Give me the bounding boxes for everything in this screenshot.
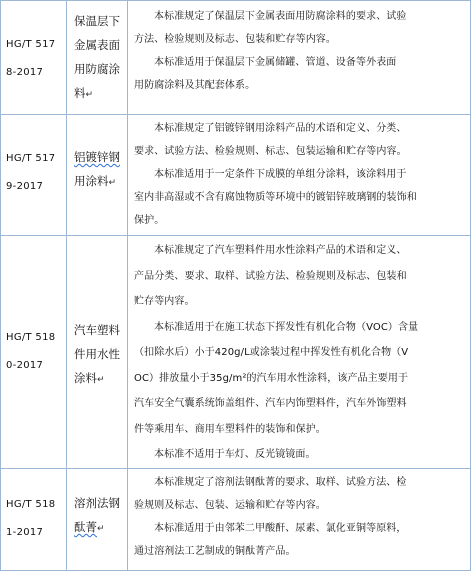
standard-code: HG/T 517 8-2017 [6,39,56,78]
table-row [0,0,471,115]
standard-description: 本标准规定了溶剂法钢酞菁的要求、取样、试验方法、检 验规则及标志、包装、运输和贮存等内容。 本标准适用于由邻苯二甲酸酐、尿素、氯化亚铜等原料， 通过溶剂法工艺制成的铜酞菁产品。 [134,477,407,557]
standard-code: HG/T 518 1-2017 [6,499,56,538]
standard-name: 溶剂法钢 酞菁↵ [74,496,120,534]
table-row [0,114,471,236]
standard-name: 保温层下 金属表面 用防腐涂 料↵ [74,14,120,100]
standard-code: HG/T 518 0-2017 [6,332,56,371]
table-row [0,235,471,469]
standard-description: 本标准规定了铝镀锌钢用涂料产品的术语和定义、分类、 要求、试验方法、检验规则、标志、包装运输和贮存等内容。 本标准适用于一定条件下成膜的单组分涂料，该涂料用于 室内非高湿或不含有腐蚀物质等环境中的镀铝锌玻璃钢的装饰和 保护。 [134,123,417,226]
standard-description: 本标准规定了保温层下金属表面用防腐涂料的要求、试验 方法、检验规则及标志、包装和贮存等内容。 本标准适用于保温层下金属储罐、管道、设备等外表面 用防腐涂料及其配套体系。 [134,11,407,91]
standard-code: HG/T 517 9-2017 [6,153,56,192]
standard-description: 本标准规定了汽车塑料件用水性涂料产品的术语和定义、 产品分类、要求、取样、试验方法、检验规则及标志、包装和 贮存等内容。 本标准适用于在施工状态下挥发性有机化合物（VOC）含量 （扣除水后）小于420g/L或涂装过程中挥发性有机化合物（V OC）排放量小于35g/m²的汽车用水性涂料，该产品主要用于 汽车安全气囊系统饰盖组件、汽车内饰塑料件，汽车外饰塑料 件等乘用车、商用车塑料件的装饰和保护。 本标准不适用于车灯、反光镜镜面。 [134,245,419,460]
standard-name: 汽车塑料 件用水性 涂料↵ [74,323,120,385]
table-row [0,468,471,571]
standard-name: 铝镀锌钢 用涂料↵ [74,150,120,188]
